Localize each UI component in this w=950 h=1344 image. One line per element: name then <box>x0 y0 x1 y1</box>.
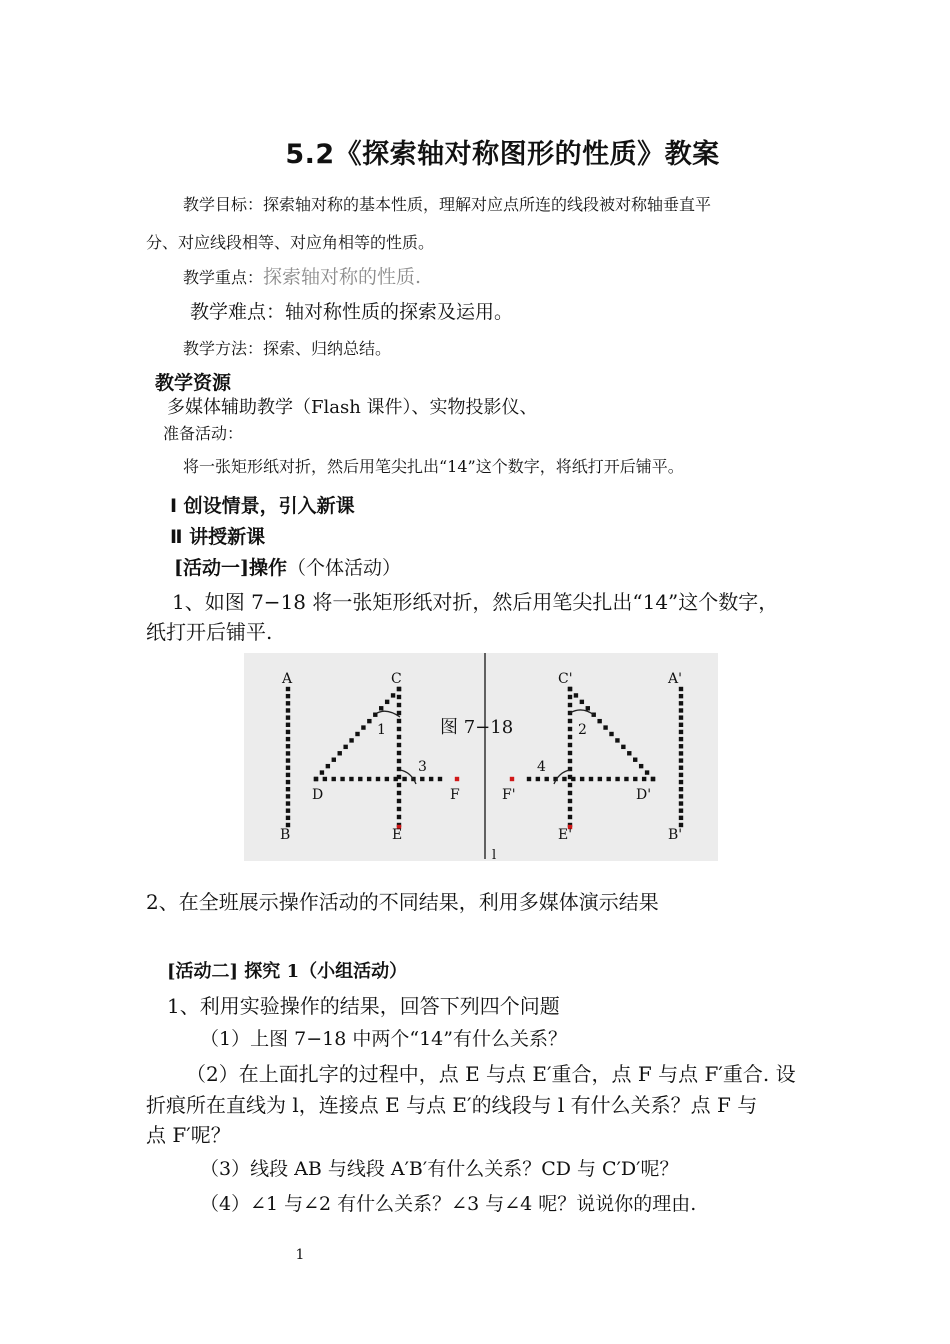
question-3: （3）线段 AB 与线段 A′B′有什么关系？CD 与 C′D′呢？ <box>200 1158 679 1180</box>
activity1-label: [活动一]操作 <box>174 557 287 579</box>
dot-segment-CD-prime <box>580 700 584 704</box>
dot-segment-CE <box>397 751 401 755</box>
teaching-goal-line2: 分、对应线段相等、对应角相等的性质。 <box>146 233 435 252</box>
prep-label: 准备活动： <box>163 424 244 443</box>
dot-segment-DF-prime <box>527 777 531 781</box>
dot-segment-AB <box>286 773 290 777</box>
dot-segment-DF-prime <box>598 777 602 781</box>
dot-segment-DF <box>314 777 318 781</box>
dot-segment-CD-prime <box>621 745 625 749</box>
dot-segment-CD <box>391 693 395 697</box>
dot-segment-CD <box>349 738 353 742</box>
dot-segment-AB <box>286 816 290 820</box>
dot-segment-CE-prime <box>568 815 572 819</box>
dot-segment-CE <box>397 799 401 803</box>
dot-segment-AB <box>286 694 290 698</box>
dot-segment-CD <box>367 719 371 723</box>
focus-value: 探索轴对称的性质. <box>263 266 422 288</box>
dot-segment-AB <box>286 758 290 762</box>
dot-segment-DF-prime <box>633 777 637 781</box>
dot-segment-AB-prime <box>679 715 683 719</box>
dot-segment-CD <box>343 745 347 749</box>
dot-segment-AB-prime <box>679 751 683 755</box>
label-C-prime: C' <box>558 671 573 687</box>
label-angle-1: 1 <box>377 722 386 738</box>
dot-segment-AB <box>286 787 290 791</box>
label-D: D <box>312 787 324 803</box>
dot-point-F <box>455 777 459 781</box>
dot-segment-CD <box>385 700 389 704</box>
figure-caption: 图 7−18 <box>440 717 514 738</box>
dot-segment-AB <box>286 687 290 691</box>
dot-segment-AB-prime <box>679 780 683 784</box>
dot-segment-CE-prime <box>568 807 572 811</box>
dot-segment-DF <box>385 777 389 781</box>
label-F-prime: F' <box>502 787 516 803</box>
dot-segment-AB-prime <box>679 773 683 777</box>
dot-segment-DF <box>323 777 327 781</box>
question-2-line3: 点 F′呢？ <box>146 1123 231 1147</box>
dot-segment-AB <box>286 730 290 734</box>
dot-segment-AB <box>286 715 290 719</box>
dot-segment-AB <box>286 794 290 798</box>
label-B: B <box>280 827 291 843</box>
dot-segment-CD <box>338 751 342 755</box>
dot-segment-AB-prime <box>679 744 683 748</box>
dot-segment-CD <box>332 758 336 762</box>
dot-segment-AB <box>286 723 290 727</box>
dot-segment-AB <box>286 751 290 755</box>
dot-segment-CE <box>397 711 401 715</box>
dot-segment-AB-prime <box>679 787 683 791</box>
dot-segment-CE-prime <box>568 743 572 747</box>
dot-segment-DF <box>332 777 336 781</box>
dot-segment-CD-prime <box>597 719 601 723</box>
dot-segment-DF <box>402 777 406 781</box>
angle-2-arc <box>570 710 594 715</box>
act2-intro: 1、利用实验操作的结果，回答下列四个问题 <box>167 994 560 1018</box>
dot-segment-AB-prime <box>679 766 683 770</box>
label-C: C <box>391 671 402 687</box>
dot-segment-CE-prime <box>568 719 572 723</box>
dot-segment-AB-prime <box>679 794 683 798</box>
focus-label: 教学重点： <box>183 268 264 287</box>
label-A: A <box>282 671 293 687</box>
dot-segment-CD <box>373 713 377 717</box>
dot-segment-DF <box>367 777 371 781</box>
dot-segment-CD-prime <box>615 738 619 742</box>
label-angle-2: 2 <box>578 722 587 738</box>
label-angle-4: 4 <box>537 759 546 775</box>
act1-item1-line1: 1、如图 7−18 将一张矩形纸对折，然后用笔尖扎出“14”这个数字， <box>172 590 779 614</box>
dot-segment-DF-prime <box>607 777 611 781</box>
label-angle-3: 3 <box>418 759 427 775</box>
dot-segment-AB-prime <box>679 737 683 741</box>
dot-segment-AB-prime <box>679 694 683 698</box>
label-axis-l: l <box>492 848 497 861</box>
dot-segment-AB-prime <box>679 808 683 812</box>
dot-segment-CE <box>397 783 401 787</box>
teaching-goal-line1: 教学目标：探索轴对称的基本性质，理解对应点所连的线段被对称轴垂直平 <box>183 195 712 214</box>
teaching-difficulty: 教学难点：轴对称性质的探索及运用。 <box>190 301 514 323</box>
dot-segment-AB-prime <box>679 816 683 820</box>
dot-segment-CE-prime <box>568 751 572 755</box>
dot-segment-CE <box>397 695 401 699</box>
dot-segment-CE <box>397 703 401 707</box>
dot-segment-CE <box>397 719 401 723</box>
angle-1-arc <box>377 711 400 717</box>
dot-segment-AB-prime <box>679 730 683 734</box>
dot-segment-DF-prime <box>580 777 584 781</box>
activity2-heading: [活动二] 探究 1（小组活动） <box>167 961 408 982</box>
dot-segment-DF <box>376 777 380 781</box>
dot-segment-CE <box>397 807 401 811</box>
teaching-method: 教学方法：探索、归纳总结。 <box>183 339 392 358</box>
label-E: E <box>392 827 403 843</box>
section-heading-2: Ⅱ 讲授新课 <box>170 526 266 548</box>
dot-segment-CD <box>379 706 383 710</box>
dot-segment-DF <box>349 777 353 781</box>
dot-segment-CE <box>397 727 401 731</box>
dot-segment-DF-prime <box>624 777 628 781</box>
dot-segment-CD <box>361 725 365 729</box>
dot-segment-CE-prime <box>568 799 572 803</box>
label-A-prime: A' <box>668 671 682 687</box>
dot-segment-CE-prime <box>568 759 572 763</box>
dot-segment-CE-prime <box>568 703 572 707</box>
dot-segment-CD <box>397 687 401 691</box>
dot-segment-CE <box>397 743 401 747</box>
dot-segment-CE-prime <box>568 727 572 731</box>
dot-segment-CE <box>397 815 401 819</box>
prep-text: 将一张矩形纸对折，然后用笔尖扎出“14”这个数字，将纸打开后铺平。 <box>183 457 684 476</box>
teaching-focus <box>183 262 421 289</box>
dot-segment-CD-prime <box>627 751 631 755</box>
question-1: （1）上图 7−18 中两个“14”有什么关系？ <box>200 1028 567 1050</box>
dot-segment-DF <box>358 777 362 781</box>
dot-segment-CD-prime <box>568 687 572 691</box>
dot-segment-AB-prime <box>679 801 683 805</box>
dot-segment-CE <box>397 735 401 739</box>
dot-segment-DF-prime <box>562 777 566 781</box>
dot-segment-CD-prime <box>633 758 637 762</box>
dot-segment-AB <box>286 708 290 712</box>
dot-segment-CE-prime <box>568 783 572 787</box>
dot-segment-DF-prime <box>571 777 575 781</box>
dot-segment-DF <box>420 777 424 781</box>
page-title: 5.2《探索轴对称图形的性质》教案 <box>285 139 720 170</box>
dot-segment-CE <box>397 791 401 795</box>
label-D-prime: D' <box>636 787 652 803</box>
page-number: 1 <box>295 1247 305 1263</box>
dot-segment-AB-prime <box>679 723 683 727</box>
dot-segment-AB-prime <box>679 701 683 705</box>
dot-segment-CD-prime <box>603 725 607 729</box>
activity1-heading <box>174 553 401 580</box>
act1-item1-line2: 纸打开后铺平. <box>146 620 273 644</box>
dot-segment-CE-prime <box>568 791 572 795</box>
dot-segment-CD <box>320 770 324 774</box>
dot-segment-CD-prime <box>574 693 578 697</box>
dot-segment-AB-prime <box>679 708 683 712</box>
dot-segment-AB <box>286 780 290 784</box>
dot-segment-DF-prime <box>615 777 619 781</box>
dot-segment-CE <box>397 759 401 763</box>
dot-segment-DF <box>394 777 398 781</box>
dot-segment-CD-prime <box>609 732 613 736</box>
dot-segment-CE-prime <box>568 695 572 699</box>
figure-14-drawing <box>244 653 718 861</box>
act1-item2: 2、在全班展示操作活动的不同结果，利用多媒体演示结果 <box>146 890 659 914</box>
question-2-line1: （2）在上面扎字的过程中，点 E 与点 E′重合，点 F 与点 F′重合. 设 <box>186 1062 796 1086</box>
dot-segment-AB <box>286 701 290 705</box>
dot-segment-AB <box>286 744 290 748</box>
dot-segment-DF-prime <box>545 777 549 781</box>
dot-segment-CE-prime <box>568 735 572 739</box>
dot-segment-DF-prime <box>589 777 593 781</box>
dot-segment-DF-prime <box>651 777 655 781</box>
question-2-line2: 折痕所在直线为 l，连接点 E 与点 E′的线段与 l 有什么关系？点 F 与 <box>146 1093 758 1117</box>
label-F: F <box>450 787 460 803</box>
dot-segment-AB <box>286 801 290 805</box>
question-4: （4）∠1 与∠2 有什么关系？∠3 与∠4 呢？说说你的理由. <box>200 1193 697 1215</box>
dot-segment-AB <box>286 737 290 741</box>
dot-segment-DF <box>429 777 433 781</box>
figure-7-18 <box>244 653 718 861</box>
dot-segment-DF-prime <box>642 777 646 781</box>
label-E-prime: E' <box>558 827 573 843</box>
resources-heading: 教学资源 <box>155 372 232 394</box>
dot-segment-CD-prime <box>586 706 590 710</box>
activity1-type: （个体活动） <box>286 557 401 579</box>
dot-segment-AB <box>286 808 290 812</box>
dot-segment-DF <box>438 777 442 781</box>
dot-segment-CD-prime <box>645 770 649 774</box>
dot-segment-DF-prime <box>536 777 540 781</box>
dot-segment-AB-prime <box>679 687 683 691</box>
section-heading-1: Ⅰ 创设情景，引入新课 <box>170 495 355 517</box>
dot-point-F-prime <box>510 777 514 781</box>
dot-segment-AB <box>286 766 290 770</box>
dot-segment-CD <box>355 732 359 736</box>
dot-segment-AB-prime <box>679 758 683 762</box>
dot-segment-CD <box>326 764 330 768</box>
dot-segment-DF <box>340 777 344 781</box>
dot-segment-CD-prime <box>639 764 643 768</box>
label-B-prime: B' <box>668 827 683 843</box>
resources-line: 多媒体辅助教学（Flash 课件）、实物投影仪、 <box>167 397 538 418</box>
